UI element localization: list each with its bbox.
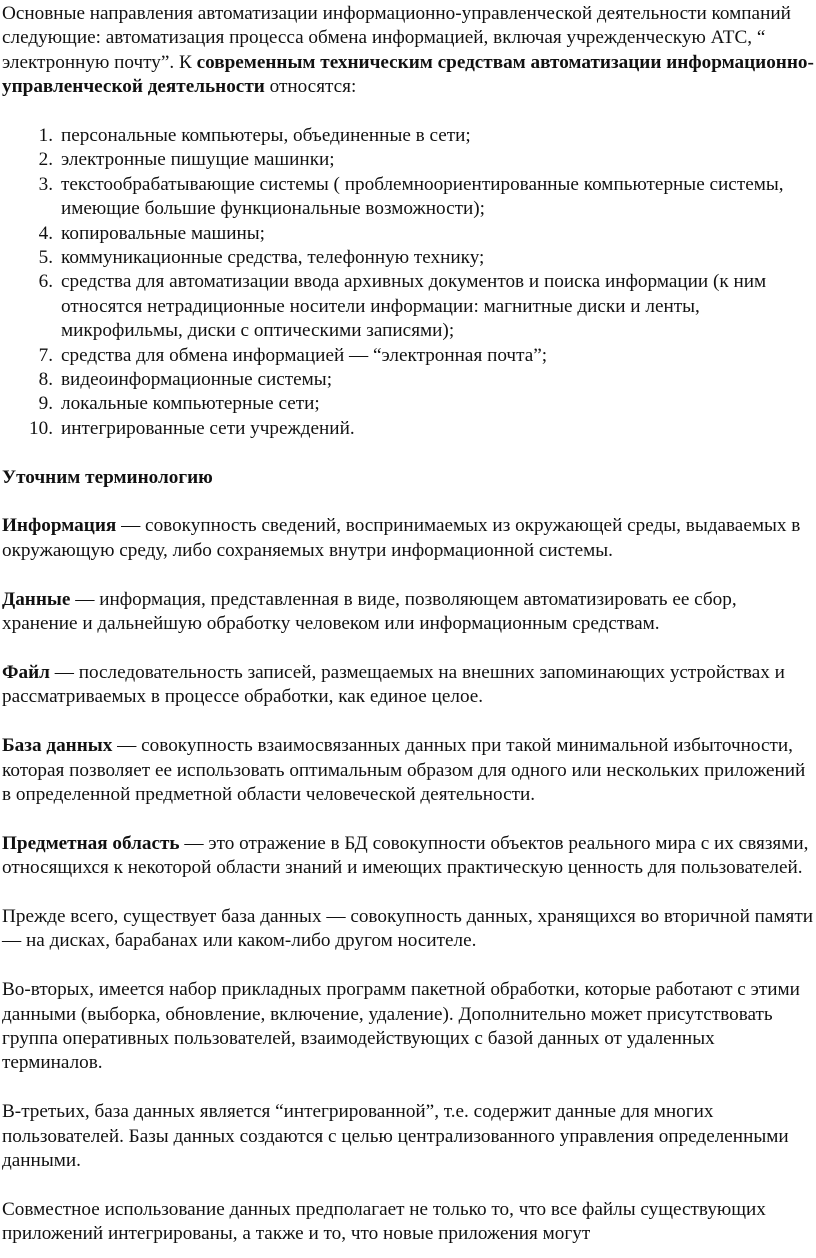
list-item — [2, 368, 814, 392]
intro-text-end: относятся: — [264, 76, 357, 98]
definition-subject-area — [2, 832, 814, 881]
definition-term: Информация — [2, 515, 117, 537]
definition-term: Предметная область — [2, 832, 180, 854]
list-item — [2, 344, 814, 368]
list-item — [2, 417, 814, 441]
list-item — [2, 392, 814, 416]
definition-text: — совокупность взаимосвязанных данных при такой минимальной избыточности, которая позволяет ее использовать оптимальным образом для одного или нескольких приложений в определенной предметной области человеческой деятельности. — [2, 735, 806, 805]
list-item-number: 3. — [38, 173, 53, 195]
list-item-text: коммуникационные средства, телефонную технику; — [61, 247, 485, 269]
definition-text: — это отражение в БД совокупности объектов реального мира с их связями, относящихся к некоторой области знаний и имеющих практическую ценность для пользователей. — [2, 832, 809, 879]
intro-bold-text: современным техническим средствам автоматизации информационно-управленческой деятельности — [2, 51, 814, 98]
list-item — [2, 173, 814, 222]
list-item-text: электронные пишущие машинки; — [61, 149, 335, 171]
intro-text: Основные направления автоматизации информационно-управленческой деятельности компаний следующие: автоматизация процесса обмена информацией, включая учрежденческую АТС, “ электронную почту”. К — [2, 3, 791, 73]
body-paragraph: Прежде всего, существует база данных — совокупность данных, хранящихся во вторичной памяти — на дисках, барабанах или каком-либо другом носителе. — [2, 905, 814, 952]
list-item — [2, 148, 814, 172]
list-item-text: персональные компьютеры, объединенные в сети; — [61, 125, 471, 147]
definition-file — [2, 661, 814, 710]
list-item — [2, 222, 814, 246]
list-item — [2, 124, 814, 148]
list-item-number: 7. — [38, 344, 53, 366]
list-item-number: 9. — [38, 393, 53, 415]
list-item-text: видеоинформационные системы; — [61, 369, 333, 391]
section-heading — [2, 466, 814, 490]
tech-means-list — [2, 124, 814, 441]
list-item-text: текстообрабатывающие системы ( проблемноориентированные компьютерные системы, имеющие большие функциональные возможности); — [61, 173, 784, 220]
definition-text: — информация, представленная в виде, позволяющем автоматизировать ее сбор, хранение и дальнейшую обработку человеком или информационным средствам. — [2, 588, 737, 635]
body-paragraph: Во-вторых, имеется набор прикладных программ пакетной обработки, которые работают с этими данными (выборка, обновление, включение, удаление). Дополнительно может присутствовать группа оперативных пользователей, взаимодействующих с базой данных от удаленных терминалов. — [2, 979, 800, 1074]
definition-text: — совокупность сведений, воспринимаемых из окружающей среды, выдаваемых в окружающую среду, либо сохраняемых внутри информационной системы. — [2, 515, 801, 561]
definition-term: База данных — [2, 735, 113, 757]
list-item-text: интегрированные сети учреждений. — [61, 417, 355, 439]
document-page — [2, 2, 814, 1247]
definition-text: — последовательность записей, размещаемых на внешних запоминающих устройствах и рассматриваемых в процессе обработки, как единое целое. — [2, 661, 785, 708]
list-item-number: 4. — [38, 222, 53, 244]
definition-data — [2, 588, 814, 637]
list-item-number: 1. — [38, 125, 53, 147]
list-item-number: 6. — [38, 271, 53, 293]
definition-term: Данные — [2, 588, 71, 610]
list-item-number: 2. — [38, 149, 53, 171]
list-item-number: 8. — [38, 369, 53, 391]
body-paragraph: В-третьих, база данных является “интегрированной”, т.е. содержит данные для многих пользователей. Базы данных создаются с целью централизованного управления определенными данными. — [2, 1101, 789, 1171]
definition-information — [2, 514, 814, 563]
list-item-number: 10. — [29, 417, 53, 439]
list-item — [2, 246, 814, 270]
definition-term: Файл — [2, 661, 50, 683]
body-paragraph: Совместное использование данных предполагает не только то, что все файлы существующих приложений интегрированы, а также и то, что новые приложения могут — [2, 1198, 766, 1245]
list-item-number: 5. — [38, 247, 53, 269]
list-item-text: средства для обмена информацией — “электронная почта”; — [61, 344, 548, 366]
list-item-text: локальные компьютерные сети; — [61, 393, 320, 415]
list-item — [2, 270, 814, 343]
definition-database — [2, 734, 814, 807]
intro-paragraph — [2, 2, 814, 100]
list-item-text: копировальные машины; — [61, 222, 266, 244]
section-heading-text: Уточним терминологию — [2, 466, 213, 488]
list-item-text: средства для автоматизации ввода архивных документов и поиска информации (к ним относятся нетрадиционные носители информации: магнитные диски и ленты, микрофильмы, диски с оптическими записями); — [61, 271, 767, 342]
